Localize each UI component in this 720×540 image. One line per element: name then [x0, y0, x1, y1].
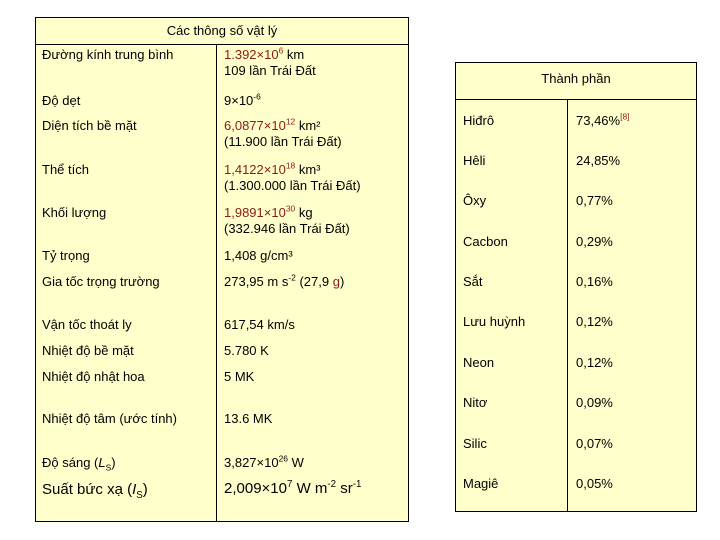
- element-percent: 0,12%: [576, 355, 613, 370]
- element-name: Magiê: [463, 476, 499, 491]
- row-value: $1,4122\times 10^{18}$ km³ (1.300.000 lần Trái Đất): [224, 160, 361, 193]
- element-percent: 0,29%: [576, 234, 613, 249]
- row-label: Diện tích bề mặt: [42, 118, 137, 133]
- value-link[interactable]: $1,9891\times 10^{30}$: [224, 203, 296, 220]
- composition-table-title: Thành phần: [456, 63, 696, 100]
- row-value: $9\times 10^{-6}$: [224, 91, 261, 108]
- element-percent: 0,09%: [576, 395, 613, 410]
- row-value: 617,54 km/s: [224, 317, 295, 332]
- element-percent: 24,85%: [576, 153, 621, 168]
- row-label: Nhiệt độ tâm (ước tính): [42, 411, 177, 426]
- element-percent: 0,16%: [576, 274, 613, 289]
- value-link[interactable]: $1,4122\times 10^{18}$: [224, 160, 296, 177]
- row-label: Gia tốc trọng trường: [42, 274, 160, 289]
- row-value: $2,009\times 10^7$ W $m^{-2}$ $sr^{-1}$: [224, 479, 362, 497]
- row-label: Nhiệt độ nhật hoa: [42, 369, 145, 384]
- row-value: $6,0877\times 10^{12}$ km² (11.900 lần Trái Đất): [224, 116, 342, 149]
- reference-link[interactable]: [8]: [620, 111, 630, 122]
- element-name: Nitơ: [463, 395, 488, 410]
- row-label: Khối lượng: [42, 205, 107, 220]
- element-name: Hêli: [463, 153, 486, 168]
- composition-table: [455, 62, 697, 512]
- row-value: $3,827\times 10^{26}$ W: [224, 453, 304, 470]
- value-link[interactable]: $1.392\times 10^6$: [224, 45, 284, 62]
- element-name: Cacbon: [463, 234, 508, 249]
- row-label: Suất bức xạ $(I_S)$: [42, 481, 148, 501]
- row-value: $1.392\times 10^6$ km 109 lần Trái Đất: [224, 45, 316, 78]
- row-value: 5.780 K: [224, 343, 269, 358]
- row-value: 273,95 m $s^{-2}$ (27,9 g): [224, 272, 345, 289]
- element-name: Silic: [463, 436, 487, 451]
- element-percent: 73,46%[8]: [576, 111, 630, 128]
- element-percent: 0,05%: [576, 476, 613, 491]
- row-label: Độ dẹt: [42, 93, 81, 108]
- row-label: Thể tích: [42, 162, 89, 177]
- g-link[interactable]: g: [332, 274, 340, 289]
- element-name: Neon: [463, 355, 495, 370]
- element-name: Ôxy: [463, 193, 487, 208]
- column-divider: [216, 45, 217, 521]
- physical-table-title: Các thông số vật lý: [36, 18, 408, 45]
- row-label: Độ sáng $(L_S)$: [42, 455, 116, 473]
- row-label: Nhiệt độ bề mặt: [42, 343, 134, 358]
- row-value: 1,408 g/cm³: [224, 248, 293, 263]
- value-link[interactable]: $6,0877\times 10^{12}$: [224, 116, 296, 133]
- row-label: Đường kính trung bình: [42, 47, 174, 62]
- row-label: Vận tốc thoát ly: [42, 317, 132, 332]
- element-percent: 0,77%: [576, 193, 613, 208]
- row-value: 5 MK: [224, 369, 255, 384]
- column-divider: [567, 100, 568, 511]
- element-name: Sắt: [463, 274, 483, 289]
- physical-parameters-table: [35, 17, 409, 522]
- element-name: Hiđrô: [463, 113, 495, 128]
- row-value: $1,9891\times 10^{30}$ kg (332.946 lần Trái Đất): [224, 203, 350, 236]
- element-percent: 0,12%: [576, 314, 613, 329]
- row-label: Tỷ trọng: [42, 248, 90, 263]
- row-value: 13.6 MK: [224, 411, 273, 426]
- element-name: Lưu huỳnh: [463, 314, 526, 329]
- element-percent: 0,07%: [576, 436, 613, 451]
